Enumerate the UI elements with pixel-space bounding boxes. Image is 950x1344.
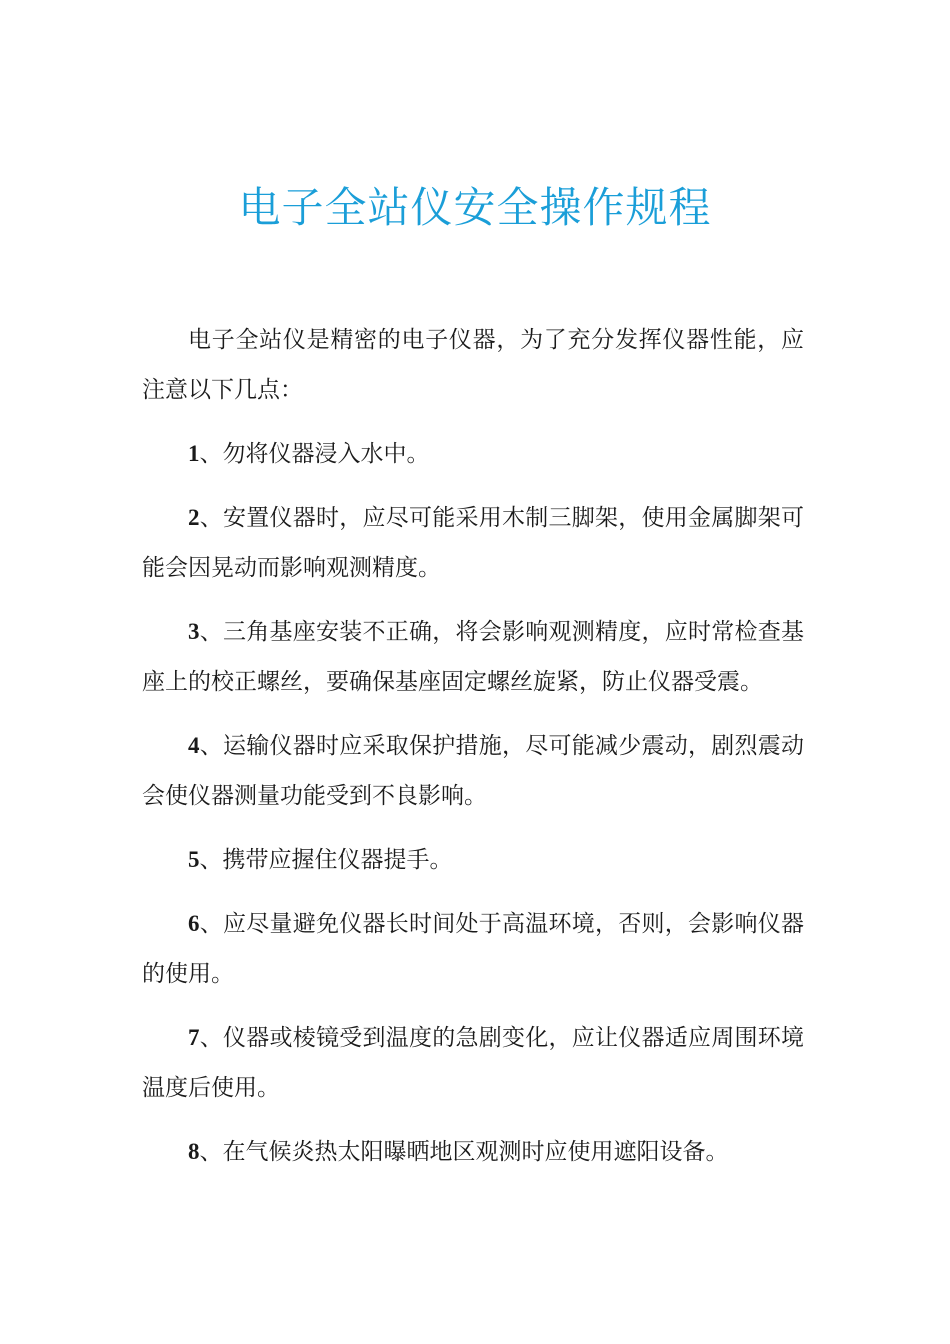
item-separator: 、 <box>199 911 223 937</box>
item-number: 2 <box>188 505 200 530</box>
item-text: 应尽量避免仪器长时间处于高温环境，否则，会影响仪器的使用。 <box>142 911 804 987</box>
item-text: 在气候炎热太阳曝晒地区观测时应使用遮阳设备。 <box>222 1139 729 1165</box>
item-text: 仪器或棱镜受到温度的急剧变化，应让仪器适应周围环境温度后使用。 <box>142 1025 804 1101</box>
item-separator: 、 <box>199 1025 223 1051</box>
item-separator: 、 <box>199 441 223 467</box>
item-separator: 、 <box>199 505 223 531</box>
item-number: 3 <box>188 619 200 644</box>
item-number: 4 <box>188 733 200 758</box>
intro-paragraph: 电子全站仪是精密的电子仪器，为了充分发挥仪器性能，应注意以下几点： <box>142 327 804 403</box>
item-text: 安置仪器时，应尽可能采用木制三脚架，使用金属脚架可能会因晃动而影响观测精度。 <box>142 505 804 581</box>
list-item <box>142 1127 804 1177</box>
item-number: 7 <box>188 1025 200 1050</box>
item-separator: 、 <box>199 619 223 645</box>
item-text: 勿将仪器浸入水中。 <box>222 441 430 467</box>
list-item <box>142 429 804 479</box>
item-number: 5 <box>188 847 200 872</box>
list-item <box>142 1013 804 1113</box>
item-text: 携带应握住仪器提手。 <box>222 847 453 873</box>
item-text: 三角基座安装不正确，将会影响观测精度，应时常检查基座上的校正螺丝，要确保基座固定螺丝旋紧，防止仪器受震。 <box>142 619 804 695</box>
list-item <box>142 835 804 885</box>
item-number: 6 <box>188 911 200 936</box>
list-item <box>142 721 804 821</box>
item-separator: 、 <box>199 1139 223 1165</box>
document-title: 电子全站仪安全操作规程 <box>238 183 712 232</box>
document-body <box>142 315 804 1191</box>
item-separator: 、 <box>199 847 223 873</box>
list-item <box>142 899 804 999</box>
item-number: 8 <box>188 1139 200 1164</box>
list-item <box>142 607 804 707</box>
item-separator: 、 <box>199 733 223 759</box>
list-item <box>142 493 804 593</box>
item-number: 1 <box>188 441 200 466</box>
item-text: 运输仪器时应采取保护措施，尽可能减少震动，剧烈震动会使仪器测量功能受到不良影响。 <box>142 733 804 809</box>
